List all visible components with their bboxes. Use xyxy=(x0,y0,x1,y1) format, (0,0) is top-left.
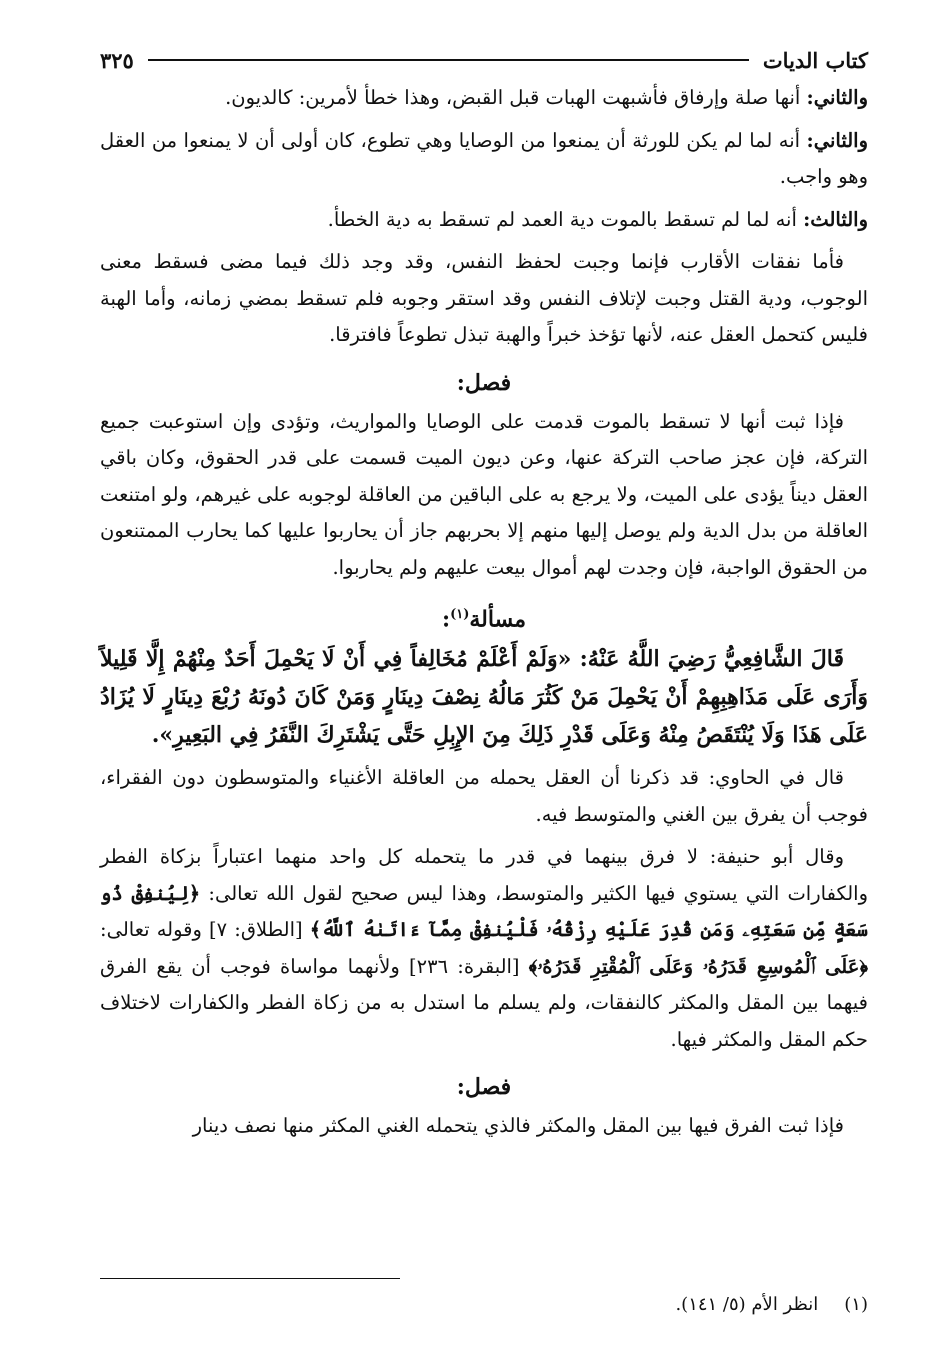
book-page xyxy=(100,40,868,1315)
shafii-quote: قَالَ الشَّافِعِيُّ رَضِيَ اللَّهُ عَنْهُ: «وَلَمْ أَعْلَمْ مُخَالِفاً فِي أَنْ لَا يَحْمِلَ أَحَدٌ مِنْهُمْ إِلَّا قَلِيلاً وَأَرَى عَلَى مَذَاهِبِهِمْ أَنْ يَحْمِلَ مَنْ كَثُرَ مَالُهُ نِصْفَ دِينَارٍ وَمَنْ كَانَ دُونَهُ رُبْعَ دِينَارٍ لَا يُزَادُ عَلَى هَذَا وَلَا يُنْتَقَصُ مِنْهُ وَعَلَى قَدْرِ ذَلِكَ مِنَ الإِبِلِ حَتَّى يَشْتَرِكَ النَّفَرُ فِي البَعِيرِ». xyxy=(100,646,868,749)
paragraph-abu-hanifa: وقال أبو حنيفة: لا فرق بينهما في قدر ما يتحمله كل واحد منهما اعتباراً بزكاة الفطر والكفارات التي يستوي فيها الكثير والمتوسط، وهذا ليس صحيح لقول الله تعالى: ﴿لِيُنفِقْ ذُو سَعَةٍ مِّن سَعَتِهِۦ وَمَن قُدِرَ عَلَيْهِ رِزْقُهُۥ فَلْيُنفِقْ مِمَّآ ءَاتَىٰهُ ٱللَّهُ﴾ [الطلاق: ٧] وقوله تعالى: ﴿عَلَى ٱلْمُوسِعِ قَدَرُهُۥ وَعَلَى ٱلْمُقْتِرِ قَدَرُهُۥ﴾ [البقرة: ٢٣٦] ولأنهما مواساة فوجب أن يقع الفرق فيهما بين المقل والمكثر كالنفقات، ولم يسلم ما استدل به من زكاة الفطر والكفارات لاختلاف حكم المقل والمكثر فيها. xyxy=(100,845,868,1051)
footnote-number: (١) xyxy=(844,1294,868,1315)
footnote xyxy=(675,1290,868,1320)
section-heading-fasl-1: فصل: xyxy=(456,369,512,396)
paragraph-fasl-2: فإذا ثبت الفرق فيها بين المقل والمكثر فالذي يتحمله الغني المكثر منها نصف دينار xyxy=(192,1114,844,1138)
footnote-rule xyxy=(100,1278,400,1279)
running-header xyxy=(100,40,868,80)
paragraph-second-b: والثاني: أنه لما لم يكن للورثة أن يمنعوا من الوصايا وهي تطوع، كان أولى أن لا يمنعوا من العقل وهو واجب. xyxy=(100,128,868,188)
section-heading-fasl-2: فصل: xyxy=(456,1074,512,1101)
paragraph-nafaqat: فأما نفقات الأقارب فإنما وجبت لحفظ النفس، وقد وجد ذلك فيما مضى فسقط معنى الوجوب، ودية القتل وجبت لإتلاف النفس وقد استقر وجوبه فلم تسقط بمضي زمانه، وأما الهبة فليس كتحمل العقل عنه، لأنها تؤخذ خبراً والهبة تبذل تطوعاً فافترقا. xyxy=(100,250,868,346)
page-number: ٣٢٥ xyxy=(100,47,134,73)
header-rule xyxy=(148,59,749,61)
paragraph-hawi: قال في الحاوي: قد ذكرنا أن العقل يحمله من العاقلة الأغنياء والمتوسطون دون الفقراء، فوجب أن يفرق بين الغني والمتوسط فيه. xyxy=(100,766,868,826)
chapter-title: كتاب الديات xyxy=(762,47,868,73)
paragraph-third: والثالث: أنه لما لم تسقط بالموت دية العمد لم تسقط به دية الخطأ. xyxy=(327,207,868,231)
footnote-text: انظر الأم (٥/ ١٤١). xyxy=(675,1294,819,1315)
quran-verse-baqara: ﴿عَلَى ٱلْمُوسِعِ قَدَرُهُۥ وَعَلَى ٱلْمُقْتِرِ قَدَرُهُۥ﴾ xyxy=(528,954,868,978)
paragraph-second-a: والثاني: أنها صلة وإرفاق فأشبهت الهبات قبل القبض، وهذا خطأ لأمرين: كالديون. xyxy=(225,86,868,109)
footnote-marker[interactable]: (١) xyxy=(450,607,470,622)
paragraph-fasl-1: فإذا ثبت أنها لا تسقط بالموت قدمت على الوصايا والمواريث، وتؤدى وإن استوعبت جميع التركة، فإن عجز صاحب التركة عنها، وعن ديون الميت قسمت على قدر الحقوق، وكان باقي العقل ديناً يؤدى على الميت، ولا يرجع به على الباقين من العاقلة لوجوبه على غيرهم، ولو امتنعت العاقلة من بدل الدية ولم يوصل إليها منهم إلا بحربهم جاز أن يحاربوا عليها كما يحارب الممتنعون من الحقوق الواجبة، فإن وجدت لهم أموال بيعت عليهم ولم يحاربوا. xyxy=(100,409,868,579)
section-heading-masala: مسألة$^{(١)}$: xyxy=(441,606,527,633)
quran-verse-talaq: ﴿لِيُنفِقْ ذُو سَعَةٍ مِّن سَعَتِهِۦ وَمَن قُدِرَ عَلَيْهِ رِزْقُهُۥ فَلْيُنفِقْ مِمَّآ ءَاتَىٰهُ ٱللَّهُ﴾ xyxy=(100,881,868,942)
